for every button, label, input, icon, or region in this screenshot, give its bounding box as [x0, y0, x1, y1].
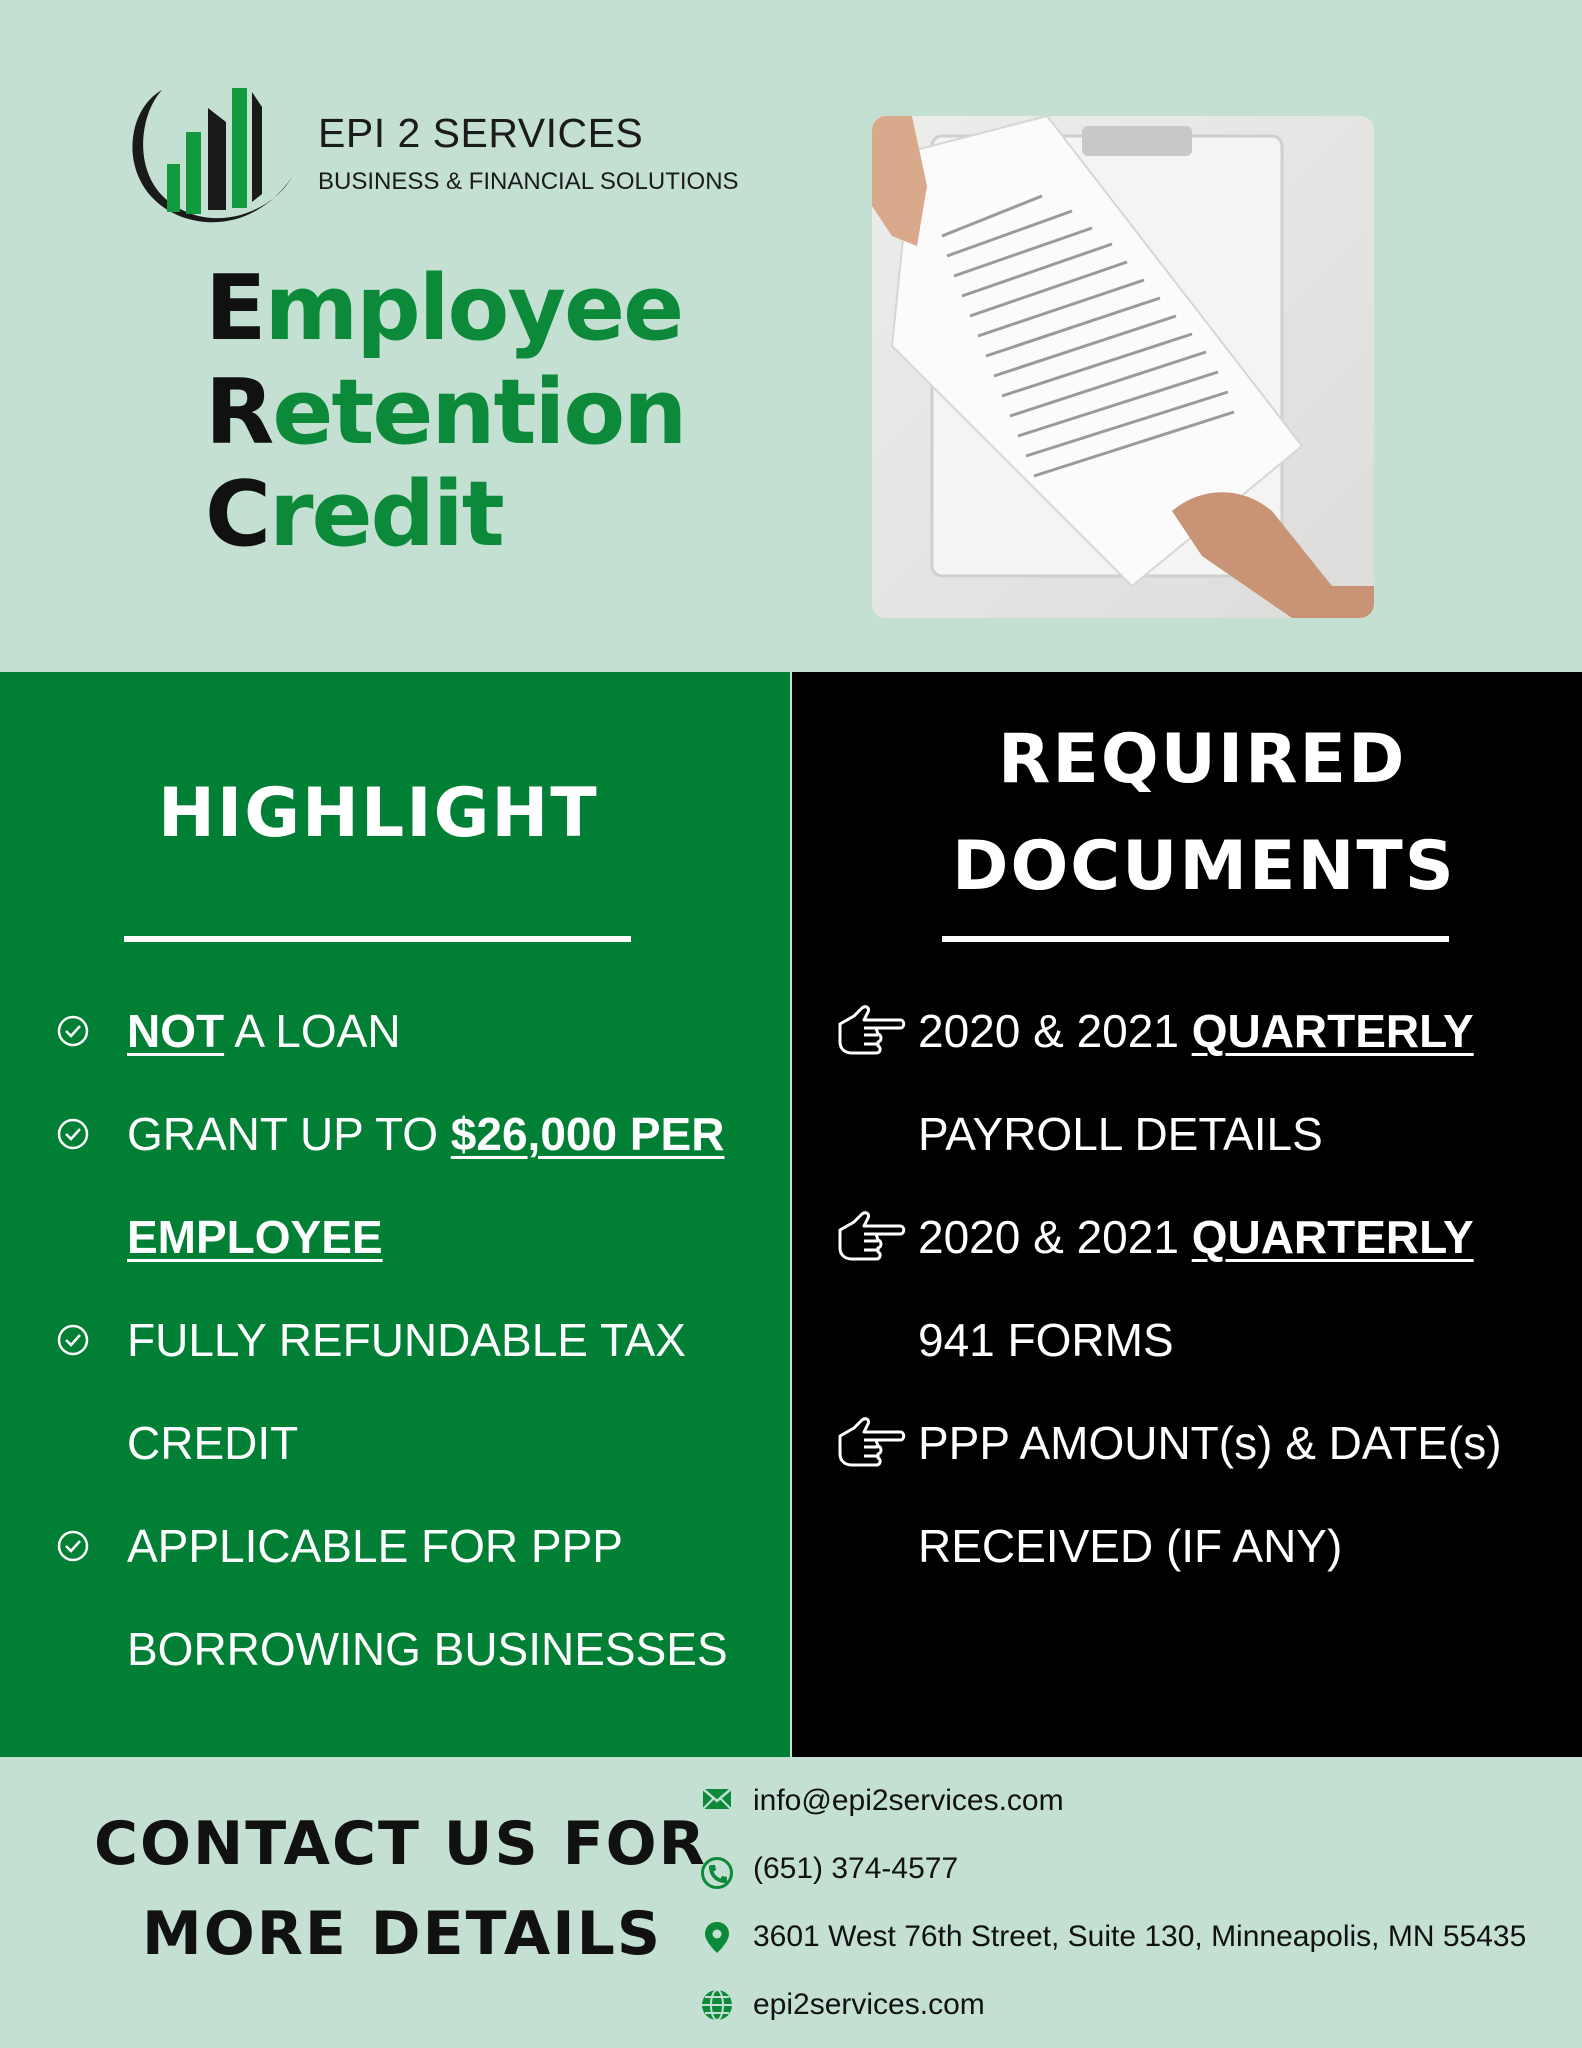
highlight-divider [124, 936, 631, 942]
title-line-retention [205, 360, 686, 465]
title-rest: mployee [264, 256, 683, 361]
check-circle-icon [56, 1323, 90, 1357]
document-text: 2020 & 2021 [918, 1211, 1192, 1263]
highlight-item-not-a-loan [127, 1005, 401, 1057]
contact-heading: CONTACT US FOR [94, 1809, 707, 1879]
contact-website[interactable]: epi2services.com [753, 1988, 985, 2021]
required-documents-divider [942, 936, 1449, 942]
highlight-item-grant-cont [127, 1211, 383, 1263]
highlight-emphasis: NOT [127, 1005, 225, 1057]
document-emphasis: QUARTERLY [1191, 1005, 1474, 1057]
contact-phone[interactable]: (651) 374-4577 [753, 1852, 959, 1885]
document-item-ppp: PPP AMOUNT(s) & DATE(s) [918, 1417, 1502, 1469]
mail-icon [700, 1782, 734, 1816]
document-handover-photo [872, 116, 1374, 618]
check-circle-icon [56, 1529, 90, 1563]
pointing-hand-icon [836, 1416, 906, 1470]
required-documents-heading-2: DOCUMENTS [952, 827, 1456, 906]
highlight-text: GRANT UP TO [127, 1108, 451, 1160]
highlight-item-ppp: APPLICABLE FOR PPP [127, 1520, 623, 1572]
contact-address: 3601 West 76th Street, Suite 130, Minneapolis, MN 55435 [753, 1920, 1527, 1953]
document-item-payroll-cont: PAYROLL DETAILS [918, 1108, 1323, 1160]
document-item-ppp-cont: RECEIVED (IF ANY) [918, 1520, 1343, 1572]
required-documents-heading: REQUIRED [998, 720, 1407, 799]
company-name: EPI 2 SERVICES [318, 110, 644, 156]
title-initial: E [205, 256, 265, 361]
check-circle-icon [56, 1117, 90, 1151]
title-rest: redit [269, 462, 503, 567]
map-pin-icon [700, 1920, 734, 1954]
company-logo [122, 82, 297, 232]
highlight-item-ppp-cont: BORROWING BUSINESSES [127, 1623, 728, 1675]
contact-heading-2: MORE DETAILS [142, 1899, 663, 1969]
highlight-item-refundable: FULLY REFUNDABLE TAX [127, 1314, 686, 1366]
highlight-text: A LOAN [224, 1005, 401, 1057]
document-item-941 [918, 1211, 1474, 1263]
title-line-credit [205, 462, 503, 567]
title-initial: C [205, 462, 270, 567]
phone-icon [700, 1856, 734, 1890]
pointing-hand-icon [836, 1210, 906, 1264]
pointing-hand-icon [836, 1004, 906, 1058]
document-item-payroll [918, 1005, 1474, 1057]
contact-email[interactable]: info@epi2services.com [753, 1784, 1064, 1817]
document-text: 2020 & 2021 [918, 1005, 1192, 1057]
title-initial: R [205, 360, 273, 465]
title-line-employee [205, 256, 683, 361]
title-rest: etention [272, 360, 686, 465]
highlight-heading: HIGHLIGHT [158, 774, 599, 853]
document-emphasis: QUARTERLY [1191, 1211, 1474, 1263]
highlight-emphasis: $26,000 PER [450, 1108, 725, 1160]
highlight-emphasis: EMPLOYEE [127, 1211, 383, 1263]
document-item-941-cont: 941 FORMS [918, 1314, 1174, 1366]
check-circle-icon [56, 1014, 90, 1048]
globe-icon [700, 1988, 734, 2022]
highlight-item-refundable-cont: CREDIT [127, 1417, 299, 1469]
highlight-item-grant [127, 1108, 725, 1160]
company-tagline: BUSINESS & FINANCIAL SOLUTIONS [318, 168, 739, 195]
